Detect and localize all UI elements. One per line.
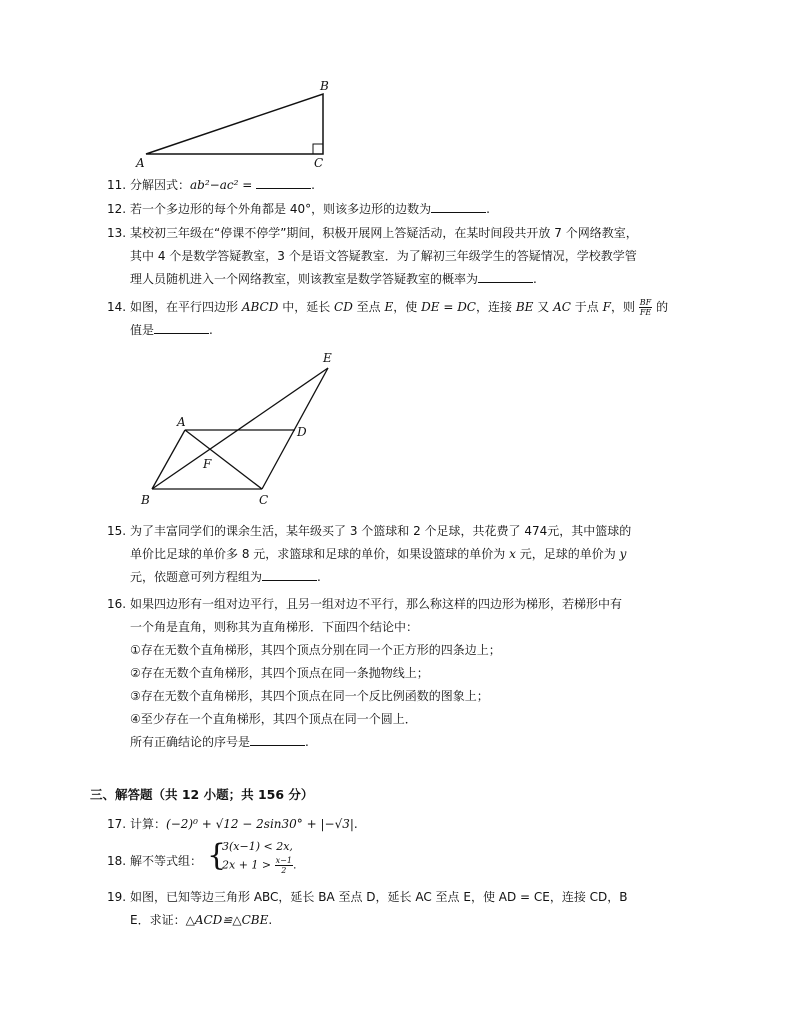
q16-line-2: 一个角是直角，则称其为直角梯形．下面四个结论中： (130, 620, 419, 634)
q12-end: . (486, 202, 490, 216)
q17-expression: (−2)⁰ + √12 − 2sin30° + |−√3| (166, 817, 354, 831)
q14-number: 14. (107, 300, 127, 314)
segment-ce (262, 368, 328, 489)
q14-abcd: ABCD (241, 300, 279, 314)
q11-answer-blank[interactable] (256, 174, 311, 189)
question-13 (107, 222, 710, 291)
q11-text: 分解因式： (130, 178, 191, 192)
q13-end: . (533, 272, 537, 286)
q17-number: 17. (107, 817, 127, 831)
q13-line-3: 理人员随机进入一个网络教室，则该教室是数学答疑教室的概率为 (130, 272, 479, 286)
segment-ab (152, 430, 185, 489)
q16-option-3: ③存在无数个直角梯形，其四个顶点在同一个反比例函数的图象上； (130, 689, 489, 703)
q12-answer-blank[interactable] (431, 198, 486, 213)
segment-ac (185, 430, 262, 489)
q15-y: y (619, 547, 627, 561)
q14-frac-top: BF (639, 298, 652, 307)
q15-line-1: 为了丰富同学们的课余生活，某年级买了 3 个篮球和 2 个足球，共花费了 474元，其中篮球的 (130, 524, 632, 538)
label-a: A (136, 156, 145, 170)
q11-expression: ab²−ac² = (190, 178, 253, 192)
q18-fraction (275, 856, 293, 875)
q18-inequality-1: 3(x−1) < 2x, (222, 840, 293, 853)
q19-line-2: E．求证： (130, 913, 186, 927)
label-e: E (323, 351, 332, 365)
label-d: D (297, 425, 307, 439)
q14-text-b: 中，延长 (282, 300, 331, 314)
q16-end: . (305, 735, 309, 749)
q14-ac: AC (553, 300, 571, 314)
right-angle-mark (313, 144, 323, 154)
q13-line-1: 某校初三年级在“停课不停学”期间，积极开展网上答疑活动，在某时间段共开放 7 个网络教室， (130, 226, 638, 240)
q19-line-1: 如图，已知等边三角形 ABC，延长 BA 至点 D，延长 AC 至点 E，使 AD = CE，连接 CD，B (130, 890, 628, 904)
question-11 (107, 174, 710, 197)
q14-end: . (209, 323, 213, 337)
q14-text-h: ，则 (610, 300, 635, 314)
q16-answer-blank[interactable] (250, 731, 305, 746)
label-f: F (203, 457, 212, 471)
question-16 (107, 593, 710, 754)
q11-end: . (311, 178, 315, 192)
q14-text-d: ，使 (393, 300, 418, 314)
q14-fraction (639, 298, 652, 317)
q16-last-line: 所有正确结论的序号是 (130, 735, 251, 749)
q18-text: 解不等式组： (130, 854, 203, 868)
q12-text: 若一个多边形的每个外角都是 40°，则该多边形的边数为 (130, 202, 432, 216)
q14-text-g: 于点 (574, 300, 599, 314)
q15-end: . (317, 570, 321, 584)
q16-option-1: ①存在无数个直角梯形，其四个顶点分别在同一个正方形的四条边上； (130, 643, 501, 657)
triangle-abc (146, 94, 323, 154)
question-17 (107, 813, 710, 836)
q14-be: BE (515, 300, 534, 314)
q12-number: 12. (107, 202, 127, 216)
q14-f: F (602, 300, 611, 314)
label-b: B (320, 79, 329, 93)
q18-number: 18. (107, 854, 127, 868)
label-b: B (141, 493, 150, 507)
q13-line-2: 其中 4 个是数学答疑教室，3 个是语文答疑教室．为了解初三年级学生的答疑情况，学校教学管 (130, 249, 637, 263)
q18-inequality-2: 2x + 1 > (222, 858, 272, 872)
q15-number: 15. (107, 524, 127, 538)
q15-line-2b: 元，足球的单价为 (519, 547, 616, 561)
q15-x: x (509, 547, 516, 561)
q13-number: 13. (107, 226, 127, 240)
section-heading: 三、解答题（共 12 小题；共 156 分） (90, 787, 314, 802)
q16-option-2: ②存在无数个直角梯形，其四个顶点在同一条抛物线上； (130, 666, 429, 680)
q15-line-2a: 单价比足球的单价多 8 元，求篮球和足球的单价，如果设篮球的单价为 (130, 547, 506, 561)
q14-line-2: 值是 (130, 323, 155, 337)
q19-number: 19. (107, 890, 127, 904)
q19-end: . (268, 913, 273, 927)
q14-e: E (384, 300, 394, 314)
q14-text-a: 如图，在平行四边形 (130, 300, 239, 314)
q14-de-dc: DE = DC (421, 300, 476, 314)
question-19 (107, 886, 710, 932)
q14-text-i: 的 (656, 300, 669, 314)
question-15 (107, 520, 710, 589)
q14-text-f: 又 (537, 300, 550, 314)
q18-frac-bottom: 2 (281, 866, 287, 875)
q19-proof-statement: △ACD≌△CBE (185, 913, 269, 927)
q13-answer-blank[interactable] (478, 268, 533, 283)
q14-answer-blank[interactable] (154, 319, 209, 334)
figure-parallelogram (135, 348, 355, 513)
q11-number: 11. (107, 178, 127, 192)
question-18 (107, 838, 710, 884)
q17-end: . (353, 817, 358, 831)
q16-number: 16. (107, 597, 127, 611)
label-c: C (314, 156, 324, 170)
brace-icon: { (207, 838, 227, 873)
q15-line-3: 元，依题意可列方程组为 (130, 570, 263, 584)
label-c: C (259, 493, 269, 507)
q14-text-e: ，连接 (476, 300, 513, 314)
question-12 (107, 198, 710, 221)
q14-cd: CD (334, 300, 353, 314)
figure-right-triangle (130, 75, 350, 175)
q14-text-c: 至点 (356, 300, 381, 314)
label-a: A (177, 415, 186, 429)
q18-inequality-end: . (292, 858, 297, 872)
q14-frac-bottom: FE (639, 308, 652, 317)
q15-answer-blank[interactable] (262, 566, 317, 581)
question-14 (107, 296, 710, 342)
q18-frac-top: x−1 (275, 856, 292, 865)
q16-option-4: ④至少存在一个直角梯形，其四个顶点在同一个圆上． (130, 712, 417, 726)
q17-text: 计算： (130, 817, 167, 831)
q16-line-1: 如果四边形有一组对边平行，且另一组对边不平行，那么称这样的四边形为梯形，若梯形中有 (130, 597, 623, 611)
